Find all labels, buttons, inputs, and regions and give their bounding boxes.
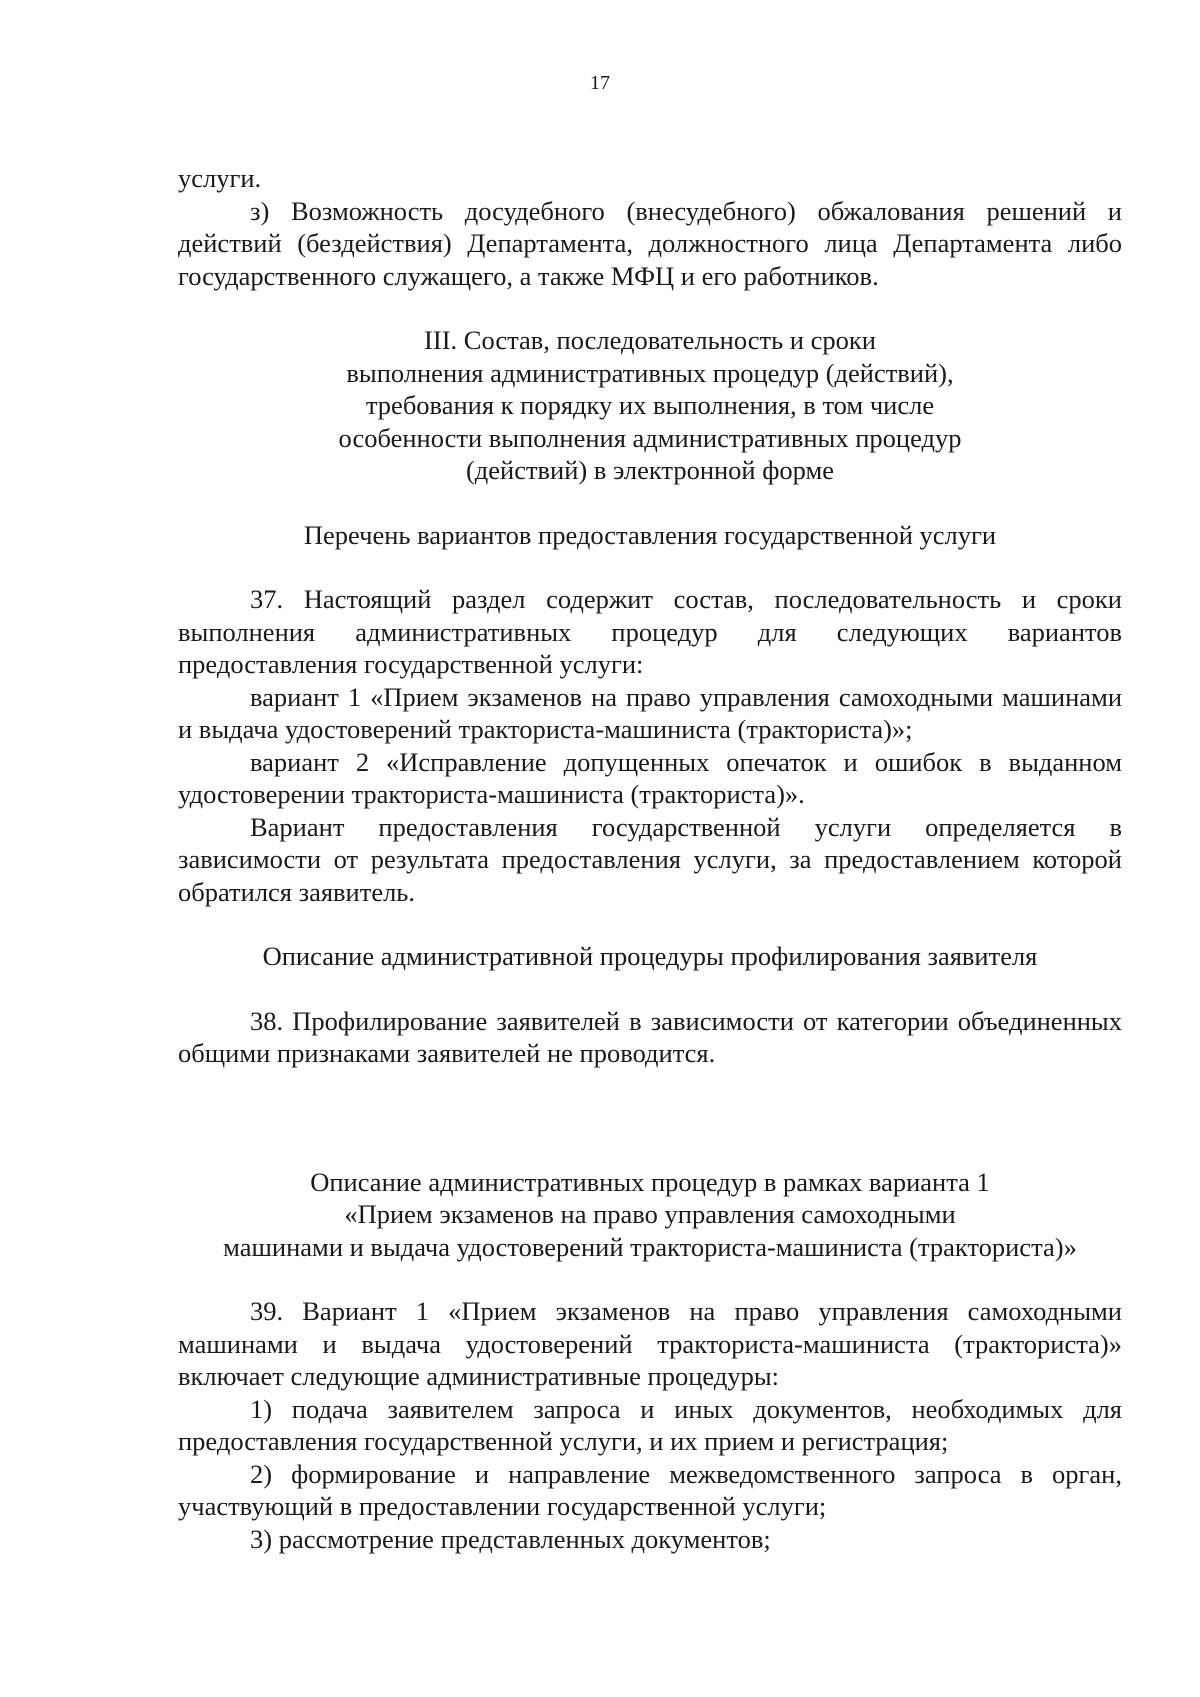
paragraph-38: 38. Профилирование заявителей в зависимости от категории объединенных общими признаками заявителей не проводится. — [178, 1005, 1122, 1068]
heading-line: требования к порядку их выполнения, в том числе — [365, 390, 935, 420]
paragraph-39: 39. Вариант 1 «Прием экзаменов на право управления самоходными машинами и выдача удостоверений тракториста-машиниста (тракториста)» включает следующие административные процедуры: — [178, 1296, 1122, 1391]
procedure-item: 3) рассмотрение представленных документов; — [250, 1523, 771, 1554]
heading-line: «Прием экзаменов на право управления самоходными — [344, 1199, 956, 1229]
procedure-item: 1) подача заявителем запроса и иных документов, необходимых для предоставления государственной услуги, и их прием и регистрация; — [178, 1393, 1122, 1456]
heading-line: особенности выполнения административных процедур — [338, 422, 962, 453]
heading-line: III. Состав, последовательность и сроки — [424, 325, 876, 355]
procedure-item: 2) формирование и направление межведомственного запроса в орган, участвующий в предоставлении государственной услуги; — [178, 1458, 1122, 1521]
heading-line: Описание административных процедур в рамках варианта 1 — [310, 1166, 990, 1197]
heading-line: (действий) в электронной форме — [465, 455, 835, 485]
variant-2-item: вариант 2 «Исправление допущенных опечаток и ошибок в выданном удостоверении тракториста-машиниста (тракториста)». — [178, 746, 1122, 809]
profiling-heading: Описание административной процедуры профилирования заявителя — [262, 941, 1038, 971]
variant-1-item: вариант 1 «Прием экзаменов на право управления самоходными машинами и выдача удостоверений тракториста-машиниста (тракториста)»; — [178, 681, 1122, 744]
heading-line: выполнения административных процедур (действий), — [346, 357, 954, 388]
page-number: 17 — [590, 72, 610, 94]
document-body — [178, 162, 1122, 1555]
section-3-heading — [178, 324, 1122, 487]
variant-definition: Вариант предоставления государственной услуги определяется в зависимости от результата предоставления услуги, за предоставлением которой обратился заявитель. — [178, 811, 1122, 907]
heading-line: машинами и выдача удостоверений тракториста-машиниста (тракториста)» — [223, 1231, 1077, 1262]
fragment-start: услуги. — [178, 163, 262, 193]
variants-heading: Перечень вариантов предоставления государственной услуги — [303, 519, 997, 550]
variant-1-heading — [178, 1166, 1122, 1264]
paragraph-37: 37. Настоящий раздел содержит состав, последовательность и сроки выполнения административных процедур для следующих вариантов предоставления государственной услуги: — [178, 584, 1122, 679]
item-z-paragraph: з) Возможность досудебного (внесудебного) обжалования решений и действий (бездействия) Департамента, должностного лица Департамента либо государственного служащего, а также МФЦ и его работников. — [178, 195, 1122, 291]
